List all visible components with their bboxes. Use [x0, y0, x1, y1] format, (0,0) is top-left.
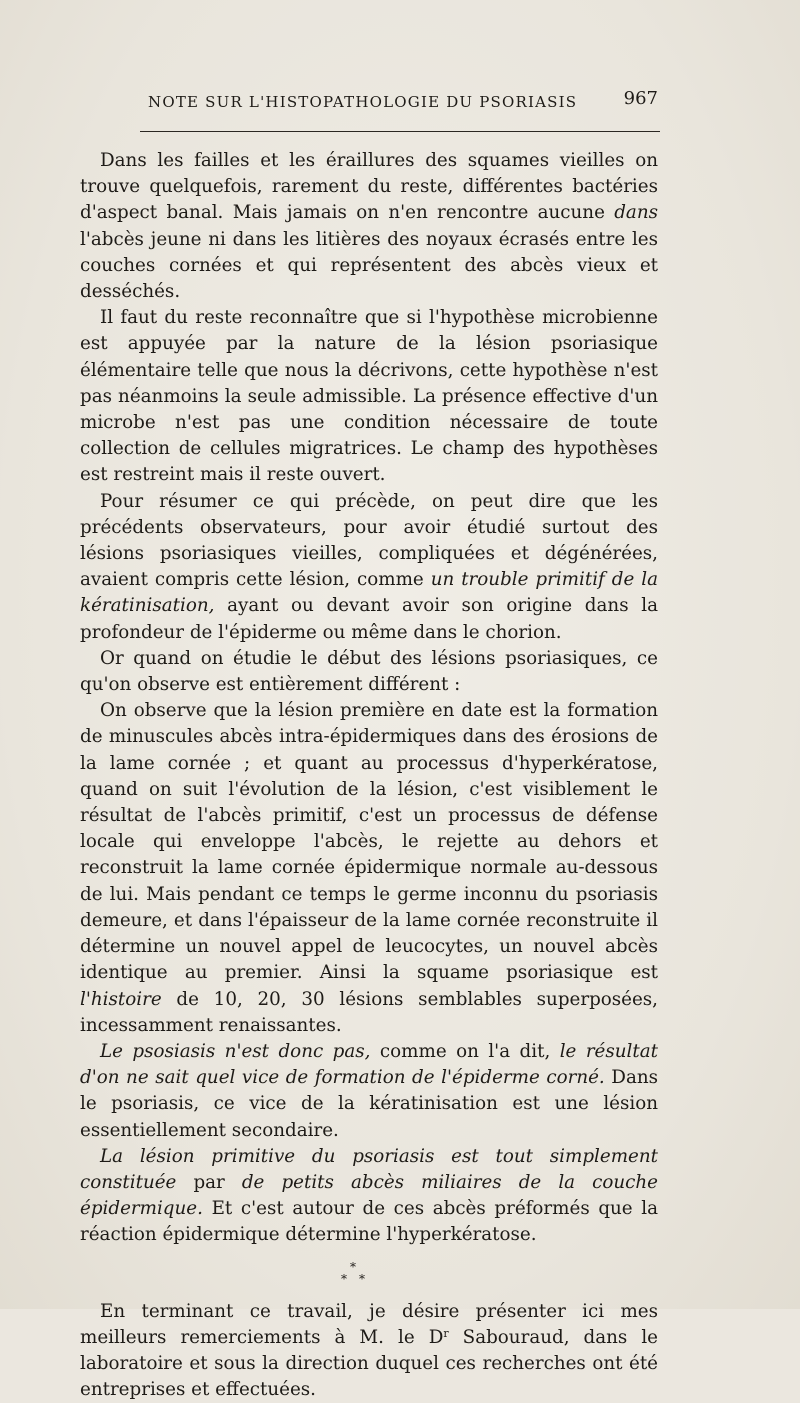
- running-title: NOTE SUR L'HISTOPATHOLOGIE DU PSORIASIS: [148, 93, 578, 111]
- paragraph-acknowledgement: En terminant ce travail, je désire présenter ici mes meilleurs remerciements à M. le $D^r$ Sabouraud, dans le laboratoire et sous la direction duquel ces recherches ont été entreprises et effectuées.: [80, 1300, 658, 1401]
- page-header: [148, 88, 658, 111]
- asterism-divider: [80, 1253, 658, 1299]
- body-text: [80, 148, 658, 1403]
- page-number: 967: [623, 88, 658, 109]
- paragraph-6: Le psosiasis n'est donc pas, comme on l'a dit, le résultat d'on ne sait quel vice de formation de l'épiderme corné. Dans le psoriasis, ce vice de la kératinisation est une lésion essentiellement secondaire.: [80, 1040, 658, 1141]
- paragraph-5: On observe que la lésion première en date est la formation de minuscules abcès intra-épidermiques dans des érosions de la lame cornée ; et quant au processus d'hyperkératose, quand on suit l'évolution de la lésion, c'est visiblement le résultat de l'abcès primitif, c'est un processus de défense locale qui enveloppe l'abcès, le rejette au dehors et reconstruit la lame cornée épidermique normale au-dessous de lui. Mais pendant ce temps le germe inconnu du psoriasis demeure, et dans l'épaisseur de la lame cornée reconstruite il détermine un nouvel appel de leucocytes, un nouvel abcès identique au premier. Ainsi la squame psoriasique est l'histoire de 10, 20, 30 lésions semblables superposées, incessamment renaissantes.: [80, 700, 658, 1036]
- paragraph-4: Or quand on étudie le début des lésions psoriasiques, ce qu'on observe est entièrement différent :: [80, 647, 658, 696]
- asterism-star: *: [341, 1271, 347, 1286]
- paragraph-2: Il faut du reste reconnaître que si l'hypothèse microbienne est appuyée par la nature de la lésion psoriasique élémentaire telle que nous la décrivons, cette hypothèse n'est pas néanmoins la seule admissible. La présence effective d'un microbe n'est pas une condition nécessaire de toute collection de cellules migratrices. Le champ des hypothèses est restreint mais il reste ouvert.: [80, 307, 658, 486]
- header-rule: [140, 131, 660, 132]
- paragraph-1: Dans les failles et les éraillures des squames vieilles on trouve quelquefois, rarement du reste, différentes bactéries d'aspect banal. Mais jamais on n'en rencontre aucune dans l'abcès jeune ni dans les litières des noyaux écrasés entre les couches cornées et qui représentent des abcès vieux et desséchés.: [80, 150, 658, 303]
- paragraph-3: Pour résumer ce qui précède, on peut dire que les précédents observateurs, pour avoir étudié surtout des lésions psoriasiques vieilles, compliquées et dégénérées, avaient compris cette lésion, comme un trouble primitif de la kératinisation, ayant ou devant avoir son origine dans la profondeur de l'épiderme ou même dans le chorion.: [80, 490, 658, 643]
- paragraph-7: La lésion primitive du psoriasis est tout simplement constituée par de petits abcès miliaires de la couche épidermique. Et c'est autour de ces abcès préformés que la réaction épidermique détermine l'hyperkératose.: [80, 1145, 658, 1246]
- asterism-star: *: [359, 1271, 365, 1286]
- asterism-star: *: [350, 1259, 356, 1274]
